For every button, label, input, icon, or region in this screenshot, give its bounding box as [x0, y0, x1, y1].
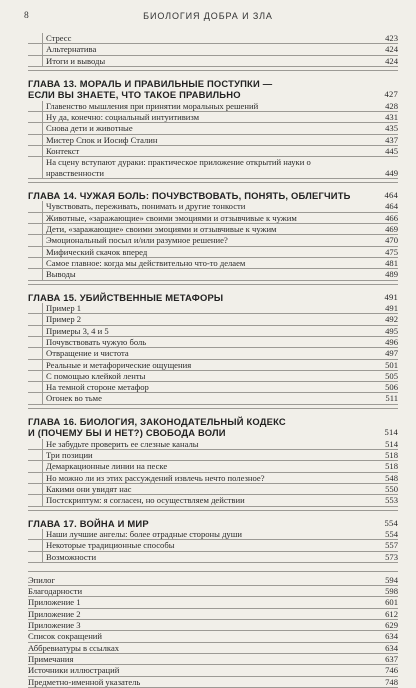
toc-entry-title: Контекст [46, 146, 80, 157]
toc-entry[interactable] [28, 247, 398, 258]
toc-entry-title: Постскриптум: я согласен, но осуществляем действии [46, 495, 245, 506]
toc-entry[interactable] [28, 575, 398, 586]
toc-entry-title: Дети, «заражающие» своими эмоциями и отзывчивые к чужим [46, 224, 277, 235]
toc-entry-page: 495 [385, 325, 398, 336]
toc-entry-page: 594 [385, 574, 398, 585]
toc-entry[interactable] [28, 360, 398, 371]
chapter-title-line: ГЛАВА 16. БИОЛОГИЯ, ЗАКОНОДАТЕЛЬНЫЙ КОДЕКС [28, 415, 286, 427]
toc-entry-title: Самое главное: когда мы действительно что-то делаем [46, 257, 246, 268]
toc-entry-title: Аббревиатуры в ссылках [28, 642, 120, 653]
toc-entry-page: 424 [385, 44, 398, 55]
toc-entry-page: 634 [385, 642, 398, 653]
chapter-block [28, 182, 398, 281]
toc-entry-title: Почувствовать чужую боль [46, 336, 147, 347]
chapter-block [28, 408, 398, 507]
toc-entry-title: Альтернатива [46, 44, 97, 55]
toc-entry-page: 548 [385, 472, 398, 483]
toc-entry[interactable] [28, 224, 398, 235]
toc-entry[interactable] [28, 33, 398, 44]
chapter-page: 554 [384, 517, 398, 528]
toc-entry-title: Какими они увидят нас [46, 483, 132, 494]
toc-entry[interactable] [28, 540, 398, 551]
toc-entry-page: 629 [385, 620, 398, 631]
chapter-page: 491 [384, 291, 398, 302]
toc-entry[interactable] [28, 495, 398, 506]
toc-entry-page: 423 [385, 33, 398, 43]
toc-entry-page: 445 [385, 146, 398, 157]
chapter-page: 514 [384, 427, 398, 438]
toc-entry[interactable] [28, 269, 398, 280]
toc-entry[interactable] [28, 56, 398, 67]
toc-entry-page: 518 [385, 461, 398, 472]
toc-entry[interactable] [28, 461, 398, 472]
chapter-heading[interactable] [28, 518, 398, 530]
toc-entry-title: Пример 2 [46, 314, 82, 325]
toc-entry-page: 449 [385, 167, 398, 178]
toc-entry[interactable] [28, 235, 398, 246]
toc-entry-page: 497 [385, 348, 398, 359]
toc-entry-title: Наши лучшие ангелы: более отрадные стороны души [46, 529, 242, 539]
toc-entry-page: 496 [385, 336, 398, 347]
toc-entry-title: Реальные и метафорические ощущения [46, 359, 192, 370]
toc-entry[interactable] [28, 326, 398, 337]
toc-entry-title: Чувствовать, переживать, понимать и другие тонкости [46, 201, 246, 212]
chapter-block [28, 510, 398, 563]
toc-entry-title: С помощью клейкой ленты [46, 370, 146, 381]
chapter-sections [28, 303, 398, 405]
toc-entry[interactable] [28, 643, 398, 654]
toc-entry[interactable] [28, 382, 398, 393]
running-title: БИОЛОГИЯ ДОБРА И ЗЛА [143, 11, 273, 21]
toc-entry[interactable] [28, 258, 398, 269]
chapter-title-line: ГЛАВА 13. МОРАЛЬ И ПРАВИЛЬНЫЕ ПОСТУПКИ — [28, 77, 273, 89]
toc-entry-title: Не забудьте проверить ее слезные каналы [46, 438, 199, 449]
toc-entry-page: 505 [385, 370, 398, 381]
chapter-sections [28, 529, 398, 563]
toc-entry-title: Эмоциональный посыл и/или разумное решение? [46, 235, 228, 246]
toc-entry-title: Предметно-именной указатель [28, 676, 141, 687]
toc-entry-page: 634 [385, 631, 398, 642]
chapter-heading[interactable] [28, 416, 398, 439]
toc-entry-page: 748 [385, 676, 398, 687]
toc-entry[interactable] [28, 303, 398, 314]
toc-entry-page: 518 [385, 450, 398, 461]
lead-items [28, 33, 398, 67]
toc-entry[interactable] [28, 631, 398, 642]
toc-entry-title: Животные, «заражающие» своими эмоциями и отзывчивые к чужим [46, 212, 297, 223]
chapter-title-line: ГЛАВА 14. ЧУЖАЯ БОЛЬ: ПОЧУВСТВОВАТЬ, ПОНЯТЬ, ОБЛЕГЧИТЬ [28, 189, 351, 201]
toc-entry-page: 554 [385, 529, 398, 539]
chapter-title-line: ГЛАВА 15. УБИЙСТВЕННЫЕ МЕТАФОРЫ [28, 291, 224, 303]
toc-entry-page: 431 [385, 112, 398, 123]
chapter-heading[interactable] [28, 292, 398, 304]
toc-entry-page: 637 [385, 653, 398, 664]
toc-entry-page: 428 [385, 100, 398, 111]
toc-entry[interactable] [28, 609, 398, 620]
toc-entry-page: 489 [385, 269, 398, 280]
table-of-contents [28, 33, 398, 688]
toc-entry-page: 435 [385, 123, 398, 134]
chapter-block [28, 284, 398, 405]
chapter-heading[interactable] [28, 78, 398, 101]
toc-entry-page: 598 [385, 586, 398, 597]
chapter-sections [28, 439, 398, 507]
toc-entry[interactable] [28, 135, 398, 146]
toc-entry-title: Отвращение и чистота [46, 348, 129, 359]
toc-entry-title: Демаркационные линии на песке [46, 461, 168, 472]
toc-entry-title: Эпилог [28, 574, 55, 585]
toc-entry-title: Огонек во тьме [46, 393, 102, 404]
toc-entry-page: 511 [385, 393, 398, 404]
toc-entry-page: 481 [385, 257, 398, 268]
toc-entry[interactable] [28, 484, 398, 495]
toc-entry-title: Стресс [46, 33, 72, 43]
toc-entry-page: 492 [385, 314, 398, 325]
back-matter [28, 571, 398, 688]
toc-entry-title: Выводы [46, 269, 76, 280]
toc-entry-title: Мистер Спок и Иосиф Сталин [46, 134, 158, 145]
chapter-page: 464 [384, 189, 398, 200]
toc-entry-page: 573 [385, 551, 398, 562]
chapter-title-line: ГЛАВА 17. ВОЙНА И МИР [28, 517, 149, 529]
toc-entry-title: Источники иллюстраций [28, 665, 120, 676]
chapter-sections [28, 201, 398, 280]
toc-entry-title: Главенство мышления при принятии моральных решений [46, 100, 259, 111]
toc-entry-title: Снова дети и животные [46, 123, 133, 134]
chapter-block [28, 70, 398, 179]
toc-entry-page: 501 [385, 359, 398, 370]
toc-entry[interactable] [28, 213, 398, 224]
toc-entry-page: 469 [385, 224, 398, 235]
page-header [0, 11, 416, 25]
toc-entry-page: 470 [385, 235, 398, 246]
toc-entry-page: 475 [385, 246, 398, 257]
toc-entry-page: 491 [385, 303, 398, 314]
toc-entry-title: Некоторые традиционные способы [46, 540, 175, 551]
toc-entry-page: 437 [385, 134, 398, 145]
toc-entry-title: Мифический скачок вперед [46, 246, 148, 257]
toc-entry[interactable] [28, 450, 398, 461]
toc-entry-title: Приложение 3 [28, 620, 81, 631]
toc-entry[interactable] [28, 473, 398, 484]
toc-entry-page: 746 [385, 665, 398, 676]
toc-entry[interactable] [28, 44, 398, 55]
chapter-page: 427 [384, 89, 398, 100]
toc-entry[interactable] [28, 146, 398, 157]
toc-entry[interactable] [28, 529, 398, 540]
toc-entry-page: 424 [385, 55, 398, 66]
toc-entry[interactable] [28, 393, 398, 404]
toc-entry-title: На сцену вступают дураки: практическое приложение открытий науки о нравственности [46, 157, 311, 178]
page-number: 8 [24, 11, 29, 21]
toc-entry-page: 601 [385, 597, 398, 608]
toc-entry-title: Список сокращений [28, 631, 102, 642]
toc-entry-page: 466 [385, 212, 398, 223]
toc-entry[interactable] [28, 348, 398, 359]
toc-entry-title: Три позиции [46, 450, 93, 461]
toc-entry-title: Итоги и выводы [46, 55, 106, 66]
toc-entry[interactable] [28, 371, 398, 382]
toc-entry[interactable] [28, 439, 398, 450]
toc-entry[interactable] [28, 597, 398, 608]
chapter-heading[interactable] [28, 190, 398, 202]
toc-entry-page: 557 [385, 540, 398, 551]
toc-entry[interactable] [28, 665, 398, 676]
toc-entry-title: Примеры 3, 4 и 5 [46, 325, 109, 336]
toc-entry[interactable] [28, 123, 398, 134]
toc-entry[interactable] [28, 620, 398, 631]
toc-entry[interactable] [28, 112, 398, 123]
toc-entry[interactable] [28, 654, 398, 665]
toc-entry-title: Примечания [28, 653, 74, 664]
toc-entry-title: Приложение 2 [28, 608, 81, 619]
toc-entry-title: Пример 1 [46, 303, 82, 314]
toc-entry-page: 550 [385, 483, 398, 494]
toc-entry[interactable] [28, 337, 398, 348]
toc-entry-title: На темной стороне метафор [46, 382, 149, 393]
toc-entry-title: Возможности [46, 551, 97, 562]
toc-entry-page: 506 [385, 382, 398, 393]
toc-entry[interactable] [28, 552, 398, 563]
toc-entry-page: 553 [385, 495, 398, 506]
toc-entry-title: Благодарности [28, 586, 83, 597]
toc-entry-title: Приложение 1 [28, 597, 81, 608]
toc-entry-page: 464 [385, 201, 398, 212]
toc-entry-page: 514 [385, 438, 398, 449]
toc-entry[interactable] [28, 201, 398, 212]
chapter-title-line: И (ПОЧЕМУ БЫ И НЕТ?) СВОБОДА ВОЛИ [28, 427, 226, 439]
toc-entry[interactable] [28, 677, 398, 688]
toc-entry-title: Но можно ли из этих рассуждений извлечь нечто полезное? [46, 472, 265, 483]
chapter-title-line: ЕСЛИ ВЫ ЗНАЕТЕ, ЧТО ТАКОЕ ПРАВИЛЬНО [28, 89, 241, 101]
toc-entry[interactable] [28, 586, 398, 597]
toc-entry-title: Ну да, конечно: социальный интуитивизм [46, 112, 200, 123]
toc-entry-page: 612 [385, 608, 398, 619]
toc-entry[interactable] [28, 314, 398, 325]
toc-entry[interactable] [28, 157, 398, 179]
chapter-sections [28, 101, 398, 179]
toc-entry[interactable] [28, 101, 398, 112]
